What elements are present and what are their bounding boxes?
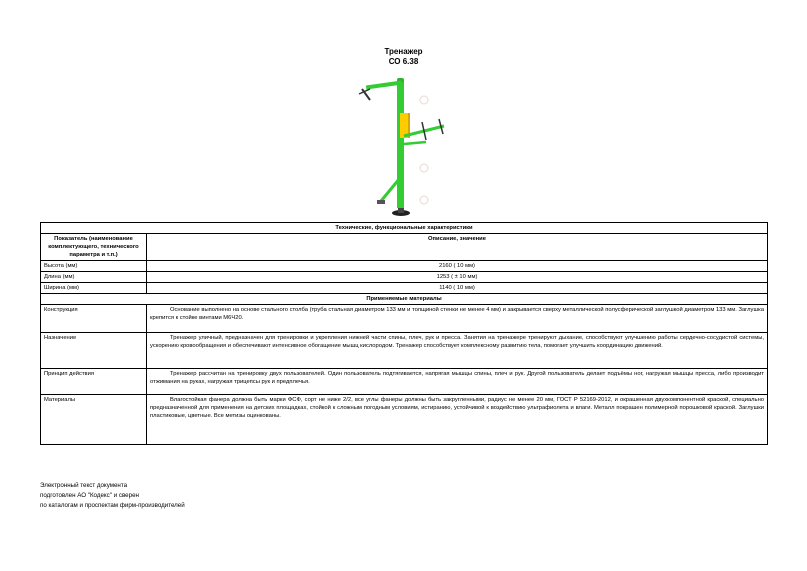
row-value: 1140 ( 10 мм)	[147, 283, 768, 294]
row-value: 1253 ( ± 10 мм)	[147, 272, 768, 283]
footer-line: Электронный текст документа	[40, 482, 128, 489]
row-label: Принцип действия	[41, 369, 147, 395]
section-characteristics: Технические, функциональные характеристики	[41, 223, 768, 234]
column-header-parameter: Показатель (наименование комплектующего, технического параметра и т.п.)	[41, 234, 147, 261]
footer-line: по каталогам и проспектам фирм-производителей	[40, 502, 185, 509]
main-post	[397, 82, 404, 208]
document-footer	[40, 481, 185, 511]
page-title: Тренажер	[384, 47, 423, 56]
outdoor-trainer-illustration	[346, 70, 446, 220]
model-code: СО 6.38	[388, 57, 419, 66]
row-text: Тренажер рассчитан на тренировку двух пользователей. Один пользователь подтягивается, напрягая мышцы спины, плеч и рук. Другой пользователь делает подъёмы ног, нагружая мышцы пресса, либо производит отжимания на руках, нагружая трицепсы рук и предплечья.	[147, 369, 768, 395]
specification-table	[40, 222, 768, 445]
table-row	[41, 369, 768, 395]
row-label: Высота (мм)	[41, 261, 147, 272]
row-label: Конструкция	[41, 305, 147, 333]
table-row	[41, 283, 768, 294]
row-label: Длина (мм)	[41, 272, 147, 283]
table-row	[41, 272, 768, 283]
row-label: Ширина (мм)	[41, 283, 147, 294]
row-label: Назначение	[41, 333, 147, 369]
column-header-value: Описание, значение	[147, 234, 768, 261]
table-row	[41, 261, 768, 272]
row-value: 2160 ( 10 мм)	[147, 261, 768, 272]
row-text: Основание выполнено на основе стального столба (труба стальная диаметром 133 мм и толщиной стенки не менее 4 мм) и закрывается сверху металлической полусферической заглушкой диаметром 133 мм. Заглушка крепится к стойке винтами М6Ч20.	[147, 305, 768, 333]
row-text: Влагостойкая фанера должна быть марки ФСФ, сорт не ниже 2/2, все углы фанеры должны быть закругленными, радиус не менее 20 мм, ГОСТ Р 52169-2012, и окрашенная двухкомпонентной краской, специально предназначенной для применения на детских площадках, стойкой к сложным погодным условиям, истиранию, устойчивой к воздействию ультрафиолета и влаги. Металл покрашен полимерной порошковой краской. Заглушки пластиковые, цветные. Все метизы оцинкованы.	[147, 395, 768, 445]
footer-line: подготовлен АО "Кодекс" и сверен	[40, 492, 139, 499]
row-text: Тренажер уличный, предназначен для тренировки и укрепления нижней части спины, плеч, рук и пресса. Занятия на тренажере тренируют дыхание, способствуют улучшению работы сердечно-сосудистой системы, ускорению кровообращения и обеспечивают интенсивное обогащение мышц кислородом. Тренажер способствует комплексному развитию тела, помогает улучшить координацию движений.	[147, 333, 768, 369]
table-row	[41, 333, 768, 369]
table-row	[41, 395, 768, 445]
leg-foot	[377, 200, 385, 204]
section-materials: Применяемые материалы	[41, 294, 768, 305]
table-row	[41, 305, 768, 333]
row-label: Материалы	[41, 395, 147, 445]
top-arm	[366, 81, 402, 90]
